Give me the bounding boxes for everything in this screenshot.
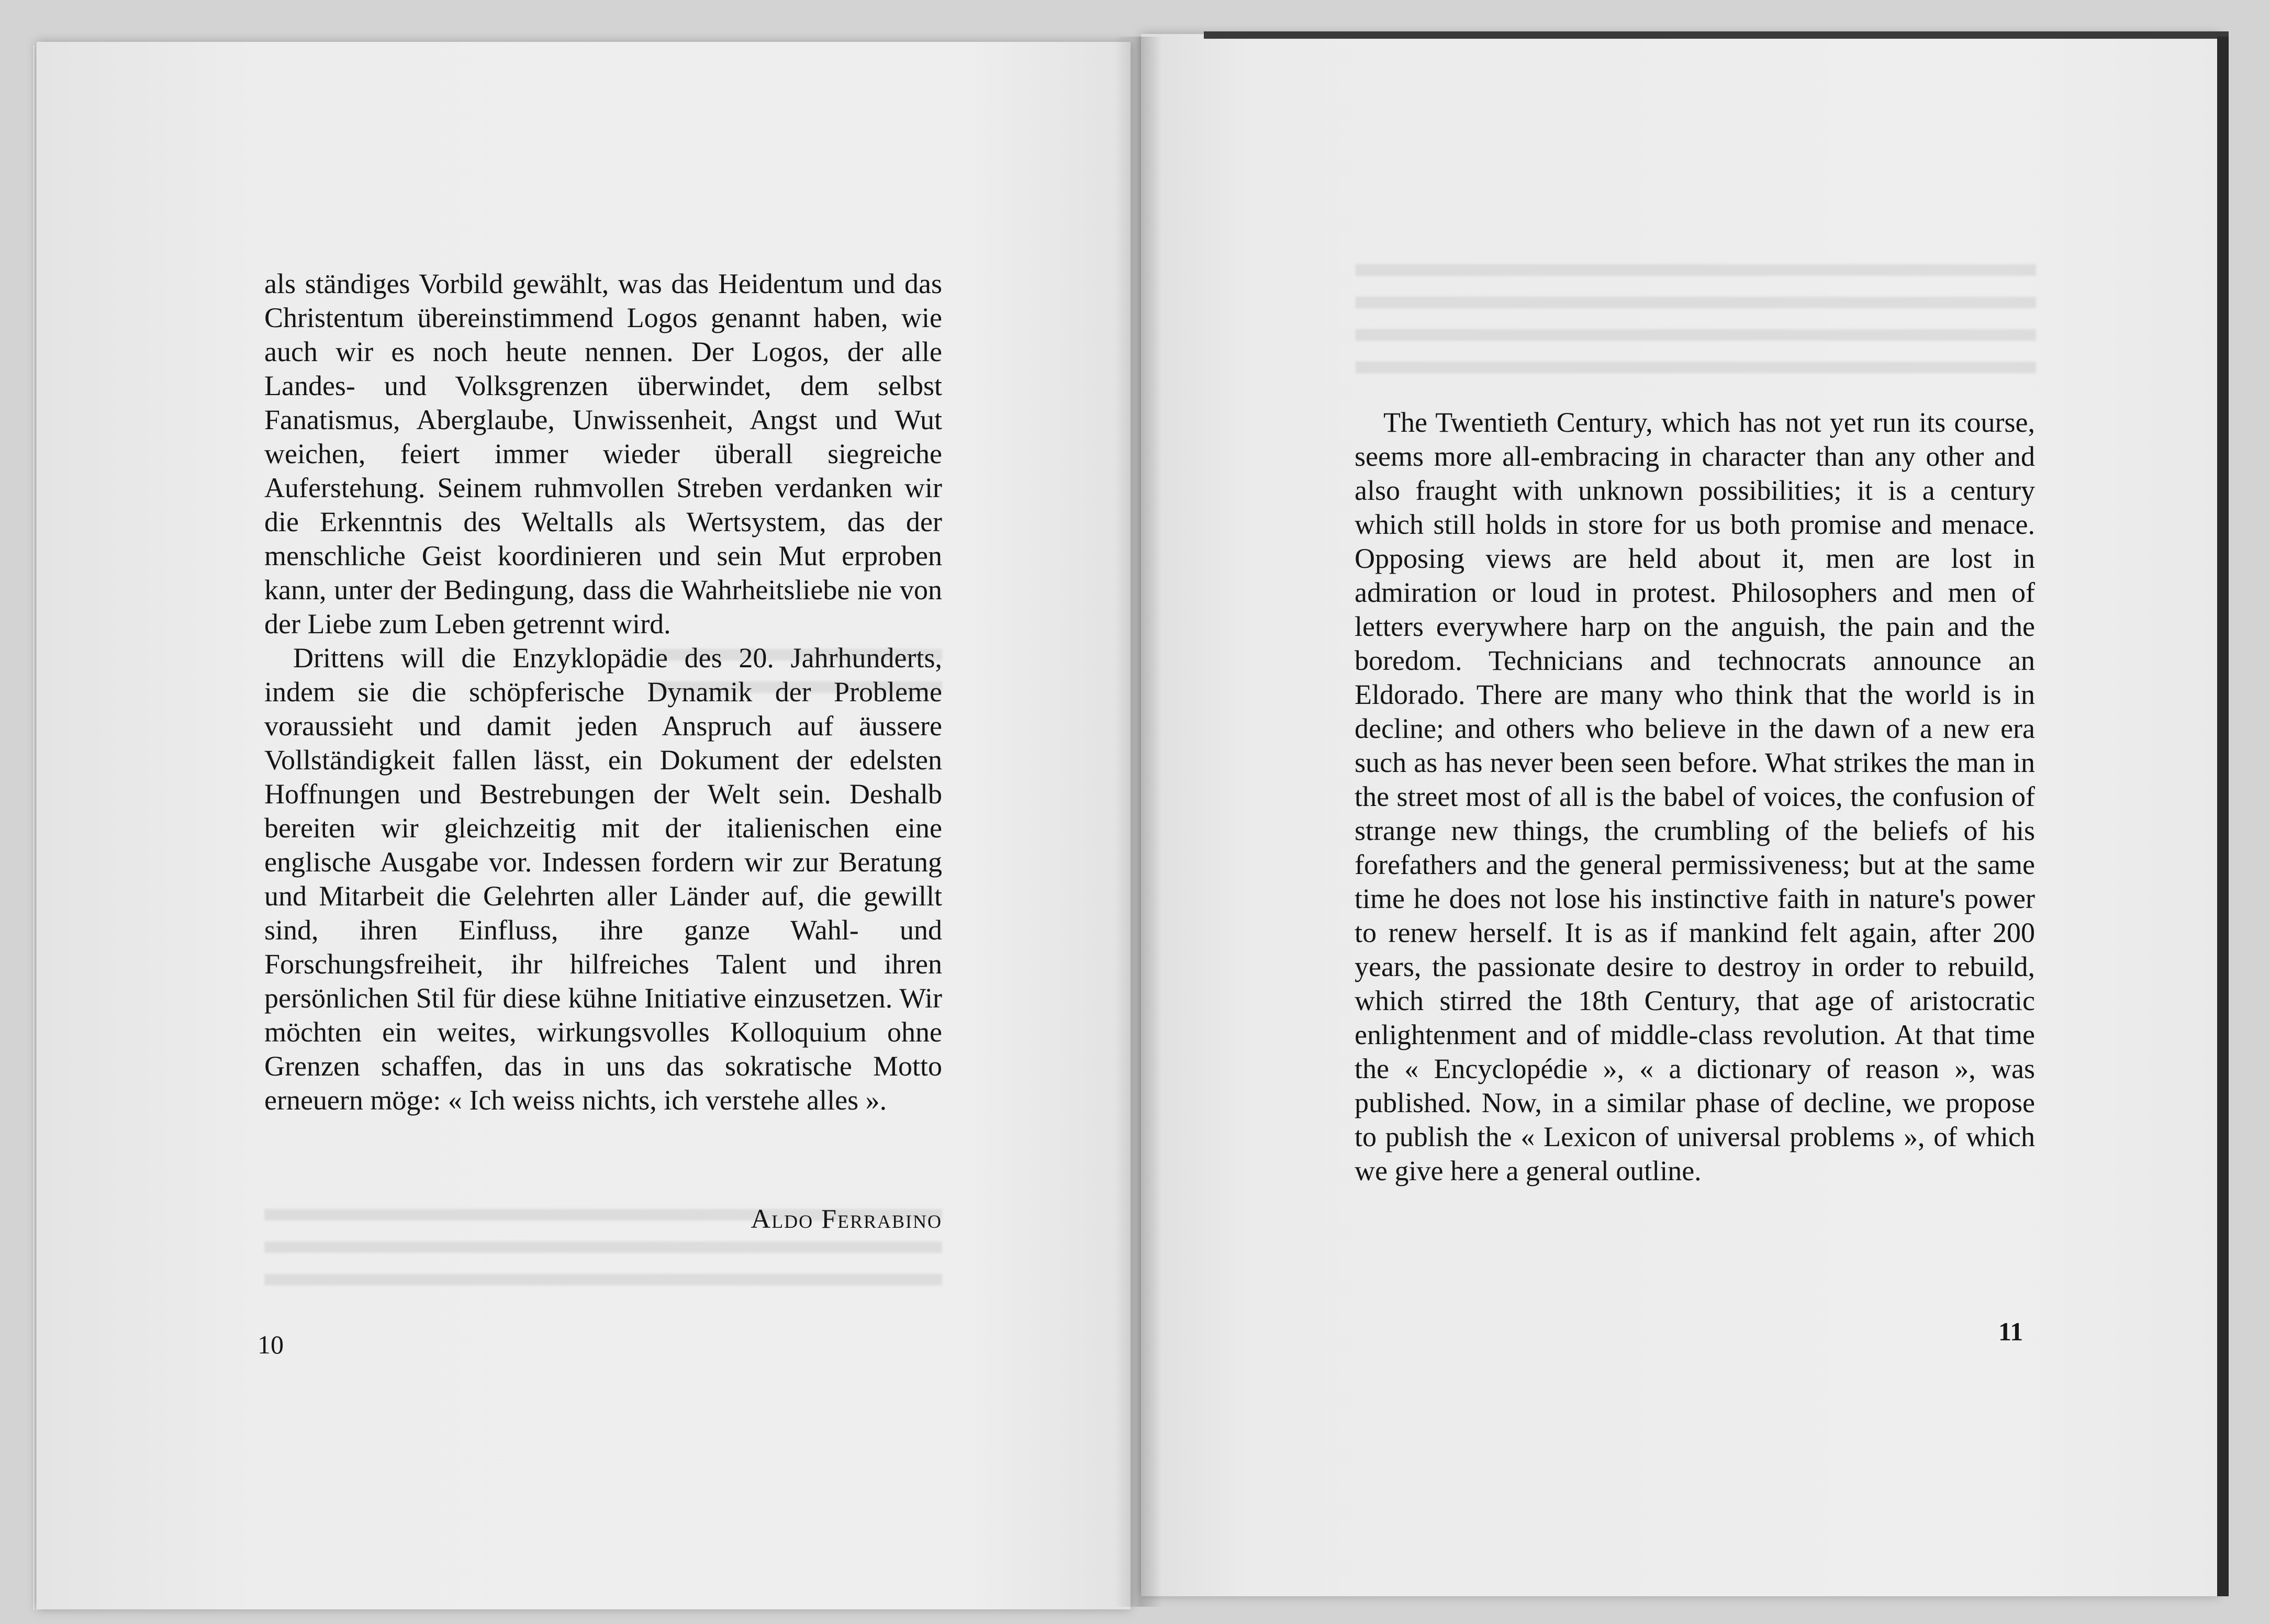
show-through-left-bottom (264, 1172, 942, 1298)
spine-shadow (1115, 37, 1162, 1607)
left-paragraph-2: Drittens will die Enzyklopädie des 20. Jahrhunderts, indem sie die schöpferische Dynamik der Probleme voraussieht und damit jeden Anspruch auf äussere Vollständigkeit fallen lässt, ein Dokument der edelsten Hoffnungen und Bestrebungen der Welt sein. Deshalb bereiten wir gleichzeitig mit der italienischen eine englische Ausgabe vor. Indessen fordern wir zur Beratung und Mitarbeit die Gelehrten aller Länder auf, die gewillt sind, ihren Einfluss, ihre ganze Wahl- und Forschungsfreiheit, ihr hilfreiches Talent und ihren persönlichen Stil für diese kühne Initiative einzusetzen. Wir möchten ein weites, wirkungsvolles Kolloquium ohne Grenzen schaffen, das in uns das sokratische Motto erneuern möge: « Ich weiss nichts, ich verstehe alles ». (264, 642, 942, 1116)
left-page-body (264, 267, 942, 1117)
show-through-right (1356, 264, 2036, 390)
left-paragraph-1: als ständiges Vorbild gewählt, was das Heidentum und das Christentum übereinstimmend Logos genannt haben, wie auch wir es noch heute nennen. Der Logos, der alle Landes- und Volksgrenzen überwindet, dem selbst Fanatismus, Aberglaube, Unwissenheit, Angst und Wut weichen, feiert immer wieder überall siegreiche Auferstehung. Seinem ruhmvollen Streben verdanken wir die Erkenntnis des Weltalls als Wertsystem, das der menschliche Geist koordinieren und sein Mut erproben kann, unter der Bedingung, dass die Wahrheitsliebe nie von der Liebe zum Leben getrennt wird. (264, 268, 942, 640)
right-page-body (1355, 406, 2035, 1188)
author-signature: Aldo Ferrabino (751, 1204, 942, 1234)
page-number-left: 10 (258, 1330, 284, 1359)
cover-top-edge (1204, 31, 2229, 39)
page-number-right: 11 (1998, 1317, 2023, 1346)
right-paragraph: The Twentieth Century, which has not yet run its course, seems more all-embracing in character than any other and also fraught with unknown possibilities; it is a century which still holds in store for us both promise and menace. Opposing views are held about it, men are lost in admiration or loud in protest. Philosophers and men of letters everywhere harp on the anguish, the pain and the boredom. Technicians and technocrats announce an Eldorado. There are many who think that the world is in decline; and others who believe in the dawn of a new era such as has never been seen before. What strikes the man in the street most of all is the babel of voices, the confusion of strange new things, the crumbling of the beliefs of his forefathers and the general permissiveness; but at the same time he does not lose his instinctive faith in nature's power to renew herself. It is as if mankind felt again, after 200 years, the passionate desire to destroy in order to rebuild, which stirred the 18th Century, that age of aristocratic enlightenment and of middle-class revolution. At that time the « Encyclopédie », « a dictionary of reason », was published. Now, in a similar phase of decline, we propose to publish the « Lexicon of universal problems », of which we give here a general outline. (1355, 407, 2035, 1186)
cover-right-edge (2217, 37, 2229, 1596)
